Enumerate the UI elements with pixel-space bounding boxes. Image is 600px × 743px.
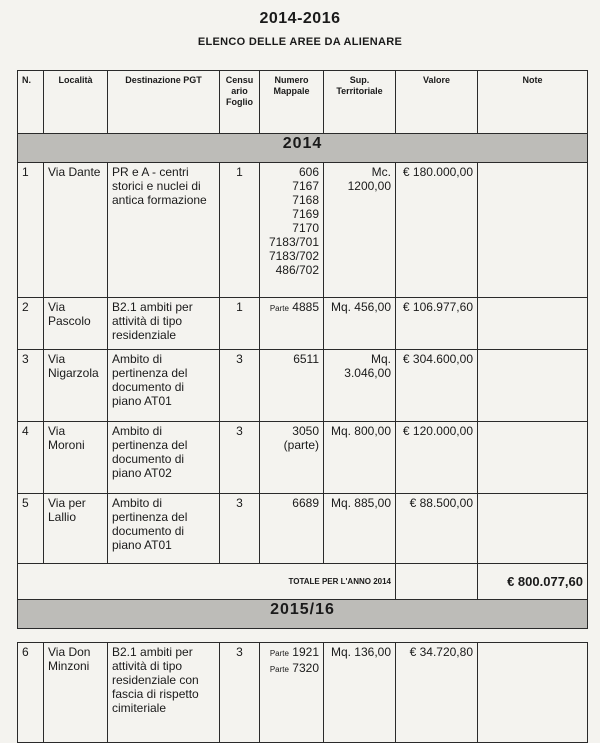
cell-foglio: 3 [220, 643, 260, 743]
cell-mappale [260, 643, 324, 743]
cell-note [478, 422, 588, 494]
mappale-prefix: Parte [269, 649, 289, 658]
areas-table [17, 70, 588, 743]
cell-valore: € 106.977,60 [396, 298, 478, 350]
cell-destinazione: B2.1 ambiti per attività di tipo residenziale con fascia di rispetto cimiteriale [108, 643, 220, 743]
cell-sup: Mq. 3.046,00 [324, 350, 396, 422]
cell-n: 4 [18, 422, 44, 494]
header-mappale: Numero Mappale [260, 71, 324, 134]
header-destinazione: Destinazione PGT [108, 71, 220, 134]
total-spacer [396, 564, 478, 600]
cell-n: 1 [18, 163, 44, 298]
table-row [18, 494, 588, 564]
cell-foglio: 3 [220, 422, 260, 494]
document-title: 2014-2016 [259, 10, 341, 27]
cell-mappale: 6689 [260, 494, 324, 564]
table-row [18, 422, 588, 494]
cell-foglio: 1 [220, 163, 260, 298]
cell-valore: € 180.000,00 [396, 163, 478, 298]
mappale-value: 7320 [292, 661, 319, 675]
cell-destinazione: Ambito di pertinenza del documento di piano AT01 [108, 350, 220, 422]
cell-valore: € 120.000,00 [396, 422, 478, 494]
cell-sup: Mq. 136,00 [324, 643, 396, 743]
mappale-value: 4885 [292, 300, 319, 314]
mappale-line [264, 661, 319, 677]
cell-localita: Via Moroni [44, 422, 108, 494]
cell-note [478, 298, 588, 350]
cell-mappale [260, 298, 324, 350]
header-sup: Sup. Territoriale [324, 71, 396, 134]
mappale-prefix: Parte [269, 665, 289, 674]
mappale-line [264, 645, 319, 661]
spacer-cell [18, 629, 588, 643]
cell-foglio: 3 [220, 494, 260, 564]
year-label-2014: 2014 [18, 134, 588, 163]
table-row [18, 350, 588, 422]
cell-note [478, 643, 588, 743]
spacer-row [18, 629, 588, 643]
cell-destinazione: Ambito di pertinenza del documento di piano AT02 [108, 422, 220, 494]
table-row [18, 298, 588, 350]
cell-localita: Via Dante [44, 163, 108, 298]
cell-note [478, 163, 588, 298]
cell-n: 2 [18, 298, 44, 350]
cell-note [478, 494, 588, 564]
header-localita: Località [44, 71, 108, 134]
total-label: TOTALE PER L'ANNO 2014 [18, 564, 396, 600]
cell-n: 3 [18, 350, 44, 422]
header-note: Note [478, 71, 588, 134]
cell-valore: € 304.600,00 [396, 350, 478, 422]
total-value: € 800.077,60 [478, 564, 588, 600]
cell-sup: Mq. 885,00 [324, 494, 396, 564]
cell-valore: € 88.500,00 [396, 494, 478, 564]
total-row [18, 564, 588, 600]
table-row [18, 163, 588, 298]
header-n: N. [18, 71, 44, 134]
cell-localita: Via per Lallio [44, 494, 108, 564]
cell-sup: Mc. 1200,00 [324, 163, 396, 298]
cell-localita: Via Don Minzoni [44, 643, 108, 743]
header-censuario: Censu ario Foglio [220, 71, 260, 134]
year-label-2015: 2015/16 [18, 600, 588, 629]
year-row-2014 [18, 134, 588, 163]
cell-mappale: 6511 [260, 350, 324, 422]
year-row-2015 [18, 600, 588, 629]
cell-mappale: 606 7167 7168 7169 7170 7183/701 7183/702 486/702 [260, 163, 324, 298]
cell-destinazione: B2.1 ambiti per attività di tipo residenziale [108, 298, 220, 350]
cell-destinazione: Ambito di pertinenza del documento di piano AT01 [108, 494, 220, 564]
cell-foglio: 1 [220, 298, 260, 350]
table-row [18, 643, 588, 743]
cell-mappale: 3050 (parte) [260, 422, 324, 494]
cell-destinazione: PR e A - centri storici e nuclei di antica formazione [108, 163, 220, 298]
header-row [18, 71, 588, 134]
mappale-prefix: Parte [269, 304, 289, 313]
cell-valore: € 34.720,80 [396, 643, 478, 743]
cell-sup: Mq. 456,00 [324, 298, 396, 350]
cell-n: 6 [18, 643, 44, 743]
document-subtitle: ELENCO DELLE AREE DA ALIENARE [197, 36, 403, 48]
cell-localita: Via Pascolo [44, 298, 108, 350]
cell-foglio: 3 [220, 350, 260, 422]
cell-localita: Via Nigarzola [44, 350, 108, 422]
header-valore: Valore [396, 71, 478, 134]
mappale-value: 1921 [292, 645, 319, 659]
cell-n: 5 [18, 494, 44, 564]
cell-sup: Mq. 800,00 [324, 422, 396, 494]
cell-note [478, 350, 588, 422]
